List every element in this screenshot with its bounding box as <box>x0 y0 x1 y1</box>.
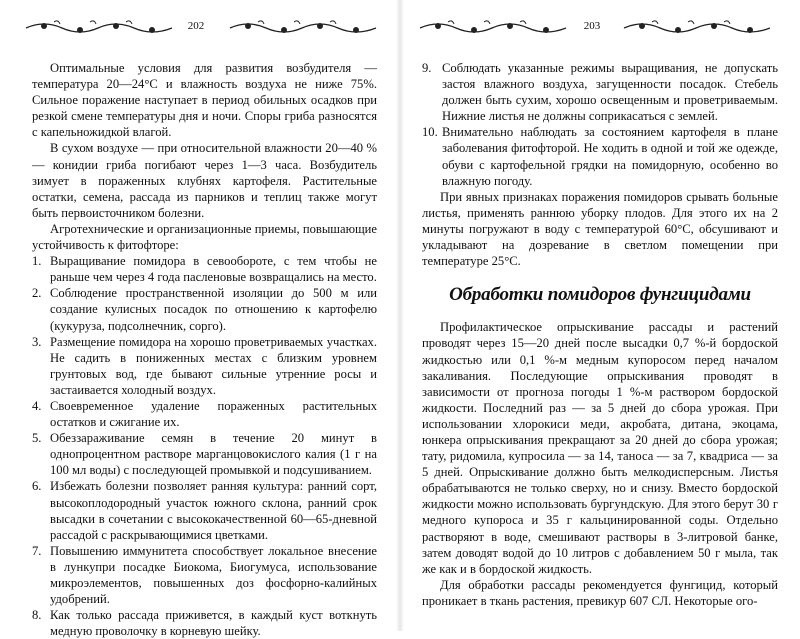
floral-ornament-icon <box>24 18 174 36</box>
list-item-text: Своевременное удаление пораженных растительных остатков и сжигание их. <box>50 398 377 430</box>
section-heading: Обработки помидоров фунгицидами <box>449 284 751 306</box>
floral-ornament-icon <box>418 18 568 36</box>
numbered-list <box>32 253 377 639</box>
numbered-list <box>422 60 778 189</box>
paragraph: Агротехнические и организационные приемы, повышающие устойчивость к фитофторе: <box>32 221 377 253</box>
list-item <box>32 430 377 478</box>
right-page-header <box>400 14 800 40</box>
list-item <box>32 543 377 607</box>
paragraph: Для обработки рассады рекомендуется фунгицид, который проникает в ткань растения, превикур 607 СЛ. Некоторые ого- <box>422 577 778 608</box>
floral-ornament-icon <box>622 18 772 36</box>
left-page-text <box>32 60 377 639</box>
paragraph: При явных признаках поражения помидоров срывать больные листья, применять раннюю уборку плодов. Для этого их на 2 минуты погружают в воду с температурой 60°С, обсушивают и укладывают на дозревание в светлом помещении при температуре 25°С. <box>422 189 778 269</box>
list-number: 7. <box>32 543 42 558</box>
page-number: 202 <box>187 20 205 32</box>
list-number: 1. <box>32 254 42 269</box>
list-item <box>422 60 778 124</box>
list-item-text: Соблюдение пространственной изоляции до 500 м или создание кулисных посадок по отношению к картофелю (кукуруза, подсолнечник, сорго). <box>50 286 377 333</box>
list-number: 8. <box>32 608 42 623</box>
list-item-text: Повышению иммунитета способствует локальное внесение в лункупри посадке Биокома, Биогумуса, использование микроэлементов, повышенных доз фосфорно-калийных удобрений. <box>50 543 377 607</box>
list-number: 3. <box>32 334 42 349</box>
paragraph: В сухом воздухе — при относительной влажности 20—40 % — конидии гриба погибают через 1—3 часа. Возбудитель зимует в пораженных клубнях картофеля. Растительные остатки, семена, рассада из парников и теплиц также могут быть первоисточником болезни. <box>32 141 377 220</box>
floral-ornament-icon <box>228 18 378 36</box>
list-number: 2. <box>32 286 42 301</box>
list-item-text: Как только рассада приживется, в каждый куст воткнуть медную проволочку в корневую шейку. <box>50 608 377 639</box>
list-item <box>32 478 377 542</box>
list-item-text: Размещение помидора на хорошо проветриваемых участках. Не садить в пониженных местах с близким уровнем грунтовых вод, где бывают сильные утренние росы и застаивается холодный воздух. <box>50 334 377 397</box>
left-page-header <box>0 14 400 40</box>
list-item <box>32 285 377 333</box>
list-item <box>32 334 377 398</box>
list-item-text: Избежать болезни позволяет ранняя культура: ранний сорт, высокоплодородный участок южного склона, ранний срок высадки в сочетании с высококачественной 60—65-дневной рассадой с раскрывающимися цветками. <box>50 479 377 542</box>
right-page <box>400 0 800 631</box>
list-item <box>32 253 377 285</box>
list-item-text: Внимательно наблюдать за состоянием картофеля в плане заболевания фитофторой. Не ходить в одной и той же одежде, обуви с картофельной грядки на помидорную, особенно во влажную погоду. <box>442 125 778 188</box>
list-number: 4. <box>32 398 42 413</box>
paragraph: Оптимальные условия для развития возбудителя — температура 20—24°С и влажность воздуха не ниже 75%. Сильное поражение наступает в период обильных осадков при резкой смене температуры дня и ночи. Споры гриба разносятся с капельножидкой влагой. <box>32 61 377 140</box>
list-item <box>32 607 377 639</box>
list-item <box>32 398 377 430</box>
right-page-text <box>422 60 778 609</box>
list-number: 10. <box>422 125 438 140</box>
list-item-text: Обеззараживание семян в течение 20 минут в однопроцентном растворе марганцовокислого калия (1 г на 100 мл воды) с последующей промывкой и подсушиванием. <box>50 431 377 478</box>
paragraph: Профилактическое опрыскивание рассады и растений проводят через 15—20 дней после высадки 0,7 %-й бордоской жидкостью или 0,1 %-м медным купоросом перед началом закаливания. Последующие опрыскивания проводят в зависимости от прогноза погоды 1 %-м раствором бордоской жидкости. Последний раз — за 5 дней до сбора урожая. При использовании хлорокиси меди, акробата, дитана, экоцама, юнкера опрыскивания прекращают за 20 дней до сбора урожая; тату, ридомила, купросила — за 14, таноса — за 7, квадриса — за 5 дней. Опрыскивание должно быть мелкодисперсным. Листья обрабатываются не только сверху, но и снизу. Вместо бордоской жидкости можно использовать бургундскую. Для этого берут 30 г медного купороса и 35 г кальцинированной соды. Отдельно растворяют в воде, смешивают растворы в 3-литровой банке, затем доводят водой до 10 литров с добавлением 50 г мыла, так же как и в бордоской жидкость. <box>422 320 778 576</box>
list-number: 5. <box>32 431 42 446</box>
list-number: 6. <box>32 479 42 494</box>
list-number: 9. <box>422 61 432 75</box>
list-item-text: Соблюдать указанные режимы выращивания, не допускать застоя влажного воздуха, загущенности посадок. Стебель должен быть сухим, хорошо освещенным и проветриваемым. Нижние листья не должны соприкасаться с землей. <box>442 61 778 124</box>
list-item <box>422 124 778 188</box>
list-item-text: Выращивание помидора в севообороте, с тем чтобы не раньше чем через 4 года пасленовые возвращались на место. <box>50 254 377 285</box>
page-number: 203 <box>583 20 601 32</box>
